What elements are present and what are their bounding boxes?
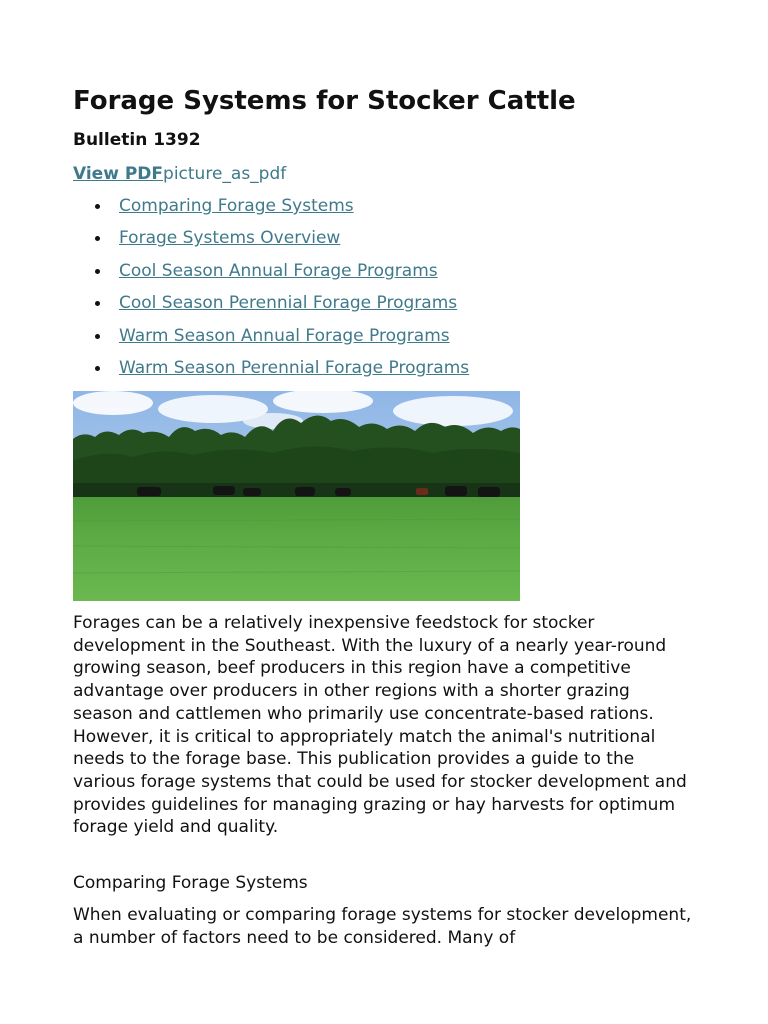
- page-title: Forage Systems for Stocker Cattle: [73, 86, 576, 116]
- intro-paragraph: Forages can be a relatively inexpensive feedstock for stocker development in the Southeast. With the luxury of a nearly year-round growing season, beef producers in this region have a competitive advantage over producers in other regions with a shorter grazing season and cattlemen who primarily use concentrate-based rations. However, it is critical to appropriately match the animal's nutritional needs to the forage base. This publication provides a guide to the various forage systems that could be used for stocker development and provides guidelines for managing grazing or hay harvests for optimum forage yield and quality.: [73, 613, 687, 838]
- table-of-contents: [73, 195, 469, 389]
- toc-item: [73, 195, 469, 227]
- toc-link-comparing-forage-systems[interactable]: Comparing Forage Systems: [119, 196, 354, 216]
- section-heading-comparing: Comparing Forage Systems: [73, 873, 308, 893]
- toc-item: [73, 357, 469, 389]
- toc-item: [73, 325, 469, 357]
- bullet-icon: [95, 236, 100, 241]
- toc-item: [73, 260, 469, 292]
- toc-item: [73, 227, 469, 259]
- bullet-icon: [95, 301, 100, 306]
- bullet-icon: [95, 366, 100, 371]
- bullet-icon: [95, 334, 100, 339]
- pasture-cattle-photo: [73, 391, 520, 601]
- bullet-icon: [95, 204, 100, 209]
- bulletin-number: Bulletin 1392: [73, 130, 201, 150]
- pdf-link-row: [73, 163, 286, 185]
- toc-link-warm-season-annual[interactable]: Warm Season Annual Forage Programs: [119, 325, 450, 346]
- toc-link-cool-season-perennial[interactable]: Cool Season Perennial Forage Programs: [119, 293, 458, 314]
- toc-link-cool-season-annual[interactable]: Cool Season Annual Forage Programs: [119, 260, 438, 281]
- toc-item: [73, 292, 469, 324]
- body-paragraph: When evaluating or comparing forage systems for stocker development, a number of factors need to be considered. Many of: [73, 905, 692, 948]
- view-pdf-link[interactable]: View PDF: [73, 164, 164, 184]
- pdf-icon[interactable]: picture_as_pdf: [163, 164, 287, 184]
- bullet-icon: [95, 269, 100, 274]
- toc-link-warm-season-perennial[interactable]: Warm Season Perennial Forage Programs: [119, 357, 470, 378]
- toc-link-forage-systems-overview[interactable]: Forage Systems Overview: [119, 228, 341, 249]
